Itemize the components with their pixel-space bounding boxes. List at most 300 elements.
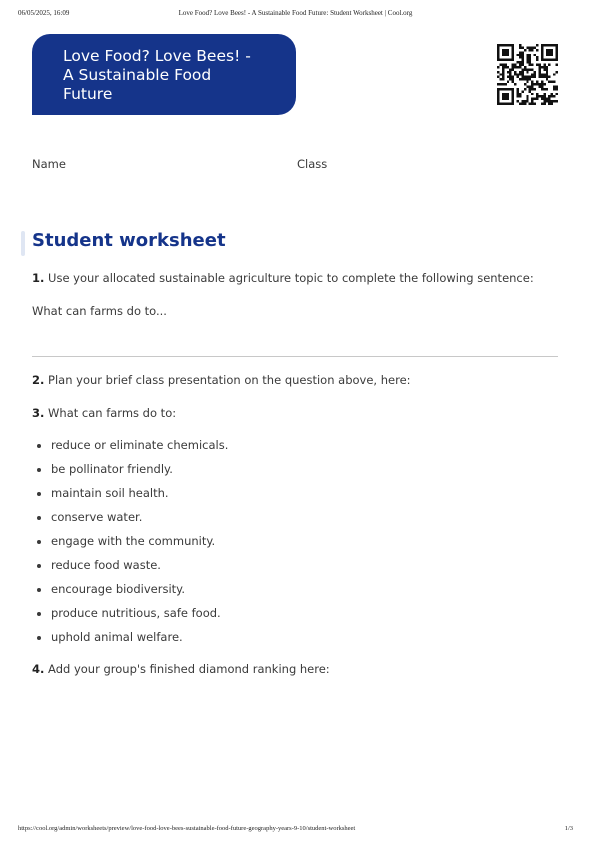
title-line-2: A Sustainable Food [63, 66, 212, 84]
qr-module [556, 51, 558, 53]
qr-module [507, 59, 509, 61]
qr-module [497, 59, 499, 61]
qr-module [519, 56, 521, 58]
qr-module [531, 93, 533, 95]
print-title: Love Food? Love Bees! - A Sustainable Food Future: Student Worksheet | Cool.org [178, 9, 413, 17]
list-item-text: encourage biodiversity. [51, 582, 185, 596]
qr-module [548, 59, 550, 61]
qr-module [546, 51, 548, 53]
qr-module [548, 54, 550, 56]
qr-module [502, 73, 504, 75]
qr-module [499, 44, 501, 46]
qr-module [512, 68, 514, 70]
qr-module [534, 103, 536, 105]
answer-line [32, 356, 558, 357]
list-item [37, 558, 228, 582]
qr-module [546, 78, 548, 80]
qr-module [521, 59, 523, 61]
qr-module [531, 85, 533, 87]
qr-module [517, 66, 519, 68]
bullet-icon [37, 564, 41, 568]
qr-module [519, 93, 521, 95]
qr-module [526, 46, 528, 48]
qr-module [512, 76, 514, 78]
qr-module [497, 93, 499, 95]
title-line-3: Future [63, 85, 113, 103]
print-footer [18, 825, 573, 837]
qr-module [519, 95, 521, 97]
qr-module [543, 64, 545, 66]
qr-module [536, 56, 538, 58]
qr-module [524, 103, 526, 105]
qr-module [529, 85, 531, 87]
qr-module [509, 68, 511, 70]
list-item [37, 534, 228, 558]
qr-module [538, 64, 540, 66]
qr-module [546, 71, 548, 73]
qr-module [507, 88, 509, 90]
qr-module [548, 100, 550, 102]
qr-module [521, 100, 523, 102]
qr-module [497, 83, 499, 85]
qr-module [536, 98, 538, 100]
qr-module [497, 103, 499, 105]
qr-module [546, 98, 548, 100]
qr-module [497, 54, 499, 56]
qr-module [531, 98, 533, 100]
qr-module [553, 73, 555, 75]
qr-module [546, 54, 548, 56]
question-1 [32, 271, 534, 285]
list-item [37, 582, 228, 606]
question-text: What can farms do to: [48, 406, 177, 420]
list-item [37, 606, 228, 630]
list-item-text: reduce food waste. [51, 558, 161, 572]
bullet-icon [37, 444, 41, 448]
qr-module [556, 64, 558, 66]
qr-module [521, 64, 523, 66]
qr-module [519, 78, 521, 80]
qr-module [521, 46, 523, 48]
qr-module [502, 95, 504, 97]
qr-module [514, 83, 516, 85]
qr-module [529, 90, 531, 92]
qr-module [536, 81, 538, 83]
qr-module [546, 68, 548, 70]
qr-module [512, 51, 514, 53]
print-url: https://cool.org/admin/worksheets/preview/love-food-love-bees-sustainable-food-future-geography-years-9-10/student-worksheet [18, 825, 356, 832]
qr-module [543, 93, 545, 95]
qr-module [507, 54, 509, 56]
qr-module [526, 54, 528, 56]
qr-module [524, 66, 526, 68]
qr-module [541, 54, 543, 56]
section-title: Student worksheet [32, 230, 226, 251]
qr-module [534, 71, 536, 73]
qr-module [499, 83, 501, 85]
qr-module [526, 59, 528, 61]
qr-module [529, 61, 531, 63]
qr-module [541, 88, 543, 90]
qr-module [502, 78, 504, 80]
qr-module [497, 56, 499, 58]
qr-module [512, 78, 514, 80]
qr-module [512, 100, 514, 102]
qr-module [504, 93, 506, 95]
question-number: 3. [32, 406, 45, 420]
qr-module [507, 76, 509, 78]
question-text: Use your allocated sustainable agriculture topic to complete the following sentence: [48, 271, 534, 285]
qr-module [499, 103, 501, 105]
qr-module [507, 51, 509, 53]
qr-module [521, 90, 523, 92]
qr-module [543, 83, 545, 85]
qr-module [536, 59, 538, 61]
qr-module [531, 49, 533, 51]
qr-module [521, 71, 523, 73]
qr-module [512, 66, 514, 68]
qr-module [524, 68, 526, 70]
qr-module [543, 76, 545, 78]
qr-module [543, 44, 545, 46]
qr-module [497, 95, 499, 97]
qr-module [531, 103, 533, 105]
qr-module [507, 98, 509, 100]
list-item-text: conserve water. [51, 510, 143, 524]
qr-module [556, 93, 558, 95]
qr-module [502, 54, 504, 56]
qr-module [529, 54, 531, 56]
qr-module [497, 49, 499, 51]
qr-module [551, 59, 553, 61]
qr-module [538, 95, 540, 97]
qr-module [519, 71, 521, 73]
qr-module [548, 51, 550, 53]
qr-module [499, 59, 501, 61]
question-number: 1. [32, 271, 45, 285]
qr-module [536, 64, 538, 66]
qr-module [507, 49, 509, 51]
qr-module [502, 76, 504, 78]
qr-module [548, 81, 550, 83]
question-2 [32, 373, 411, 387]
qr-module [524, 76, 526, 78]
qr-module [519, 46, 521, 48]
qr-module [541, 59, 543, 61]
qr-module [524, 49, 526, 51]
qr-module [507, 81, 509, 83]
qr-module [538, 73, 540, 75]
qr-module [551, 93, 553, 95]
bullet-icon [37, 516, 41, 520]
qr-module [551, 95, 553, 97]
qr-module [553, 100, 555, 102]
qr-module [556, 88, 558, 90]
qr-module [512, 90, 514, 92]
qr-module [546, 66, 548, 68]
qr-module [531, 73, 533, 75]
qr-module [529, 59, 531, 61]
title-line-1: Love Food? Love Bees! - [63, 47, 251, 65]
qr-module [517, 88, 519, 90]
qr-module [512, 44, 514, 46]
worksheet-title [63, 47, 276, 104]
qr-module [517, 73, 519, 75]
qr-module [502, 66, 504, 68]
qr-module [521, 73, 523, 75]
print-header [18, 9, 573, 21]
qr-module [526, 98, 528, 100]
qr-module [529, 78, 531, 80]
qr-module [509, 76, 511, 78]
qr-module [548, 98, 550, 100]
qr-module [551, 81, 553, 83]
qr-module [543, 100, 545, 102]
list-item [37, 438, 228, 462]
qr-module [553, 81, 555, 83]
qr-module [497, 66, 499, 68]
class-label: Class [297, 157, 328, 171]
qr-module [504, 83, 506, 85]
qr-module [517, 95, 519, 97]
qr-module [502, 44, 504, 46]
qr-module [534, 83, 536, 85]
qr-module [543, 98, 545, 100]
qr-module [551, 103, 553, 105]
qr-module [524, 83, 526, 85]
qr-module [524, 100, 526, 102]
qr-module [551, 54, 553, 56]
qr-module [548, 49, 550, 51]
qr-module [519, 64, 521, 66]
qr-module [541, 103, 543, 105]
qr-module [526, 85, 528, 87]
qr-module [502, 83, 504, 85]
qr-module [546, 49, 548, 51]
question-text: Plan your brief class presentation on the question above, here: [48, 373, 411, 387]
qr-module [531, 81, 533, 83]
bullet-icon [37, 588, 41, 592]
qr-module [543, 73, 545, 75]
qr-module [504, 59, 506, 61]
qr-module [507, 66, 509, 68]
qr-module [514, 71, 516, 73]
qr-module [529, 76, 531, 78]
qr-module [519, 66, 521, 68]
question-number: 2. [32, 373, 45, 387]
qr-module [546, 73, 548, 75]
qr-module [534, 46, 536, 48]
qr-module [504, 49, 506, 51]
list-item [37, 486, 228, 510]
qr-module [538, 68, 540, 70]
qr-module [548, 64, 550, 66]
qr-module [497, 51, 499, 53]
qr-module [543, 59, 545, 61]
qr-module [504, 54, 506, 56]
qr-module [541, 83, 543, 85]
qr-module [531, 88, 533, 90]
qr-module [521, 54, 523, 56]
list-item-text: engage with the community. [51, 534, 216, 548]
qr-module [509, 59, 511, 61]
qr-module [531, 100, 533, 102]
qr-module [548, 44, 550, 46]
qr-module [512, 98, 514, 100]
qr-module [504, 98, 506, 100]
qr-module [521, 51, 523, 53]
qr-module [497, 90, 499, 92]
qr-module [502, 88, 504, 90]
qr-module [497, 76, 499, 78]
qr-module [529, 56, 531, 58]
qr-module [519, 51, 521, 53]
qr-module [524, 88, 526, 90]
qr-module [556, 100, 558, 102]
qr-module [497, 100, 499, 102]
qr-module [556, 54, 558, 56]
qr-module [517, 61, 519, 63]
qr-module [526, 81, 528, 83]
qr-module [507, 44, 509, 46]
qr-module [504, 95, 506, 97]
qr-module [512, 93, 514, 95]
page-number: 1/3 [564, 825, 573, 832]
qr-module [548, 103, 550, 105]
qr-module [538, 83, 540, 85]
qr-module [502, 64, 504, 66]
qr-module [521, 61, 523, 63]
qr-module [536, 83, 538, 85]
qr-module [529, 46, 531, 48]
list-item-text: reduce or eliminate chemicals. [51, 438, 229, 452]
qr-module [517, 93, 519, 95]
qr-module [529, 49, 531, 51]
qr-module [509, 88, 511, 90]
qr-module [526, 78, 528, 80]
qr-module [541, 66, 543, 68]
qr-module [536, 95, 538, 97]
qr-module [504, 44, 506, 46]
qr-module [517, 76, 519, 78]
qr-module [556, 85, 558, 87]
qr-module [519, 54, 521, 56]
qr-module [502, 68, 504, 70]
qr-module [512, 46, 514, 48]
list-item [37, 462, 228, 486]
qr-module [524, 78, 526, 80]
qr-module [512, 95, 514, 97]
qr-module [548, 95, 550, 97]
heading-accent-bar [21, 231, 25, 256]
qr-module [531, 76, 533, 78]
qr-module [526, 76, 528, 78]
qr-module [534, 73, 536, 75]
qr-module [556, 56, 558, 58]
bullet-icon [37, 612, 41, 616]
qr-module [553, 88, 555, 90]
farm-actions-list [37, 438, 228, 654]
qr-module [556, 46, 558, 48]
name-label: Name [32, 157, 66, 171]
qr-module [556, 44, 558, 46]
qr-module [536, 44, 538, 46]
qr-module [543, 103, 545, 105]
qr-module [519, 61, 521, 63]
qr-module [499, 88, 501, 90]
qr-module [499, 64, 501, 66]
qr-module [507, 103, 509, 105]
qr-module [553, 95, 555, 97]
qr-module [502, 71, 504, 73]
qr-module [519, 44, 521, 46]
qr-module [504, 66, 506, 68]
qr-module [536, 93, 538, 95]
qr-module [526, 61, 528, 63]
qr-module [553, 44, 555, 46]
title-banner [32, 34, 296, 115]
qr-module [521, 103, 523, 105]
qr-module [514, 66, 516, 68]
qr-module [499, 78, 501, 80]
qr-module [551, 49, 553, 51]
bullet-icon [37, 636, 41, 640]
qr-module [531, 46, 533, 48]
qr-module [497, 71, 499, 73]
qr-module [512, 54, 514, 56]
qr-module [526, 68, 528, 70]
qr-module [517, 90, 519, 92]
qr-module [517, 54, 519, 56]
qr-module [541, 95, 543, 97]
qr-module [546, 44, 548, 46]
list-item-text: maintain soil health. [51, 486, 169, 500]
qr-module [504, 51, 506, 53]
qr-module [538, 71, 540, 73]
qr-module [509, 103, 511, 105]
qr-module [504, 64, 506, 66]
qr-module [531, 64, 533, 66]
qr-module [512, 56, 514, 58]
qr-module [521, 56, 523, 58]
bullet-icon [37, 540, 41, 544]
qr-module [509, 44, 511, 46]
qr-module [519, 103, 521, 105]
qr-module [526, 95, 528, 97]
qr-module [529, 64, 531, 66]
question-4 [32, 662, 330, 676]
qr-module [502, 59, 504, 61]
qr-module [517, 100, 519, 102]
qr-module [502, 51, 504, 53]
question-text: Add your group's finished diamond ranking here: [48, 662, 330, 676]
qr-module [499, 73, 501, 75]
qr-module [556, 59, 558, 61]
qr-module [502, 93, 504, 95]
qr-module [512, 49, 514, 51]
qr-module [541, 44, 543, 46]
qr-module [546, 100, 548, 102]
qr-module [534, 88, 536, 90]
qr-module [551, 100, 553, 102]
qr-module [541, 73, 543, 75]
qr-module [521, 68, 523, 70]
question-3 [32, 406, 176, 420]
qr-module [509, 71, 511, 73]
qr-module [546, 88, 548, 90]
qr-module [548, 76, 550, 78]
list-item [37, 630, 228, 654]
